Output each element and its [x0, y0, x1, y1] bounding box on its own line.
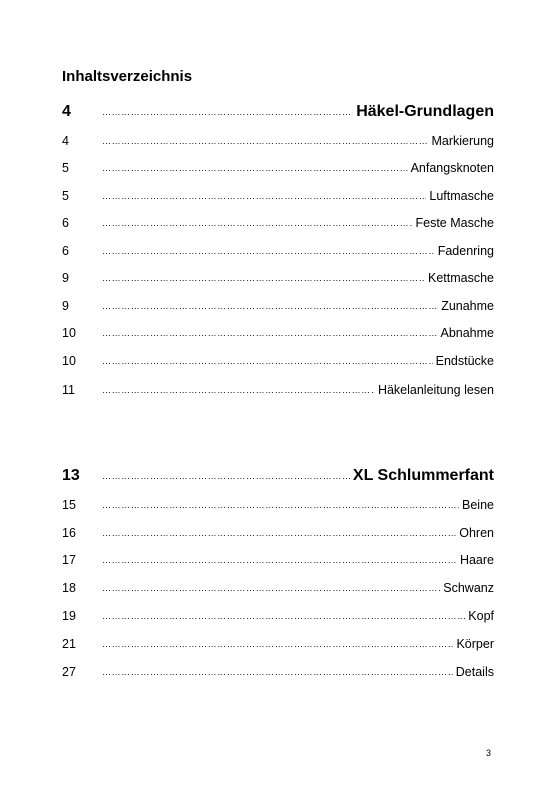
toc-page-number: 6 — [62, 244, 69, 258]
toc-page-number: 19 — [62, 609, 76, 623]
toc-entry-label: Haare — [459, 553, 494, 567]
toc-page-number: 10 — [62, 326, 76, 340]
toc-leader-dots — [102, 241, 435, 261]
toc-page-number: 4 — [62, 103, 71, 120]
toc-page-number: 15 — [62, 498, 76, 512]
toc-entry-label: Anfangsknoten — [410, 161, 494, 175]
toc-leader-dots — [102, 131, 428, 151]
toc-leader-dots — [102, 634, 453, 654]
toc-leader-dots — [102, 380, 375, 400]
toc-entry[interactable] — [62, 523, 494, 543]
toc-heading-label: XL Schlummerfant — [352, 467, 494, 484]
toc-entry[interactable] — [62, 550, 494, 570]
toc-section-heading-schlummerfant[interactable] — [62, 466, 494, 486]
toc-leader-dots — [102, 268, 425, 288]
toc-page-number: 9 — [62, 299, 69, 313]
toc-leader-dots — [102, 662, 453, 682]
toc-entry[interactable] — [62, 495, 494, 515]
toc-entry-label: Fadenring — [437, 244, 494, 258]
toc-leader-dots — [102, 606, 465, 626]
toc-entry-label: Kettmasche — [427, 271, 494, 285]
toc-entry[interactable] — [62, 296, 494, 316]
toc-entry[interactable] — [62, 213, 494, 233]
toc-entry-label: Häkelanleitung lesen — [377, 383, 494, 397]
toc-section-heading-grundlagen[interactable] — [62, 102, 494, 122]
toc-leader-dots — [102, 102, 353, 122]
toc-entry-label: Schwanz — [443, 581, 494, 595]
toc-leader-dots — [102, 351, 433, 371]
toc-leader-dots — [102, 323, 437, 343]
toc-entry[interactable] — [62, 323, 494, 343]
toc-leader-dots — [102, 213, 412, 233]
toc-entry[interactable] — [62, 131, 494, 151]
toc-entry-label: Endstücke — [435, 354, 494, 368]
toc-entry-label: Ohren — [459, 526, 494, 540]
page-number: 3 — [486, 748, 492, 758]
toc-page-number: 5 — [62, 161, 69, 175]
toc-leader-dots — [102, 523, 456, 543]
toc-page-number: 17 — [62, 553, 76, 567]
toc-leader-dots — [102, 550, 457, 570]
toc-entry[interactable] — [62, 268, 494, 288]
toc-entry[interactable] — [62, 606, 494, 626]
toc-leader-dots — [102, 158, 408, 178]
toc-entry-label: Markierung — [431, 134, 494, 148]
toc-leader-dots — [102, 578, 440, 598]
toc-leader-dots — [102, 296, 438, 316]
toc-page-number: 27 — [62, 665, 76, 679]
toc-page-number: 13 — [62, 467, 80, 484]
toc-page-number: 11 — [62, 383, 75, 397]
toc-entry-label: Abnahme — [440, 326, 494, 340]
toc-entry[interactable] — [62, 634, 494, 654]
toc-entry[interactable] — [62, 380, 494, 400]
toc-page-number: 18 — [62, 581, 76, 595]
toc-page-number: 5 — [62, 189, 69, 203]
toc-page-number: 16 — [62, 526, 76, 540]
toc-entry[interactable] — [62, 662, 494, 682]
toc-entry-label: Details — [455, 665, 494, 679]
toc-entry-label: Feste Masche — [415, 216, 494, 230]
toc-entry-label: Luftmasche — [429, 189, 494, 203]
toc-page-number: 10 — [62, 354, 76, 368]
toc-page-number: 9 — [62, 271, 69, 285]
toc-page-number: 6 — [62, 216, 69, 230]
toc-page-number: 21 — [62, 637, 76, 651]
page-title: Inhaltsverzeichnis — [62, 68, 193, 85]
toc-entry-label: Beine — [462, 498, 494, 512]
toc-entry-label: Körper — [456, 637, 494, 651]
toc-leader-dots — [102, 186, 426, 206]
toc-heading-label: Häkel-Grundlagen — [356, 103, 494, 120]
toc-entry[interactable] — [62, 158, 494, 178]
toc-entry[interactable] — [62, 351, 494, 371]
toc-entry-label: Kopf — [468, 609, 494, 623]
toc-leader-dots — [102, 466, 350, 486]
toc-entry[interactable] — [62, 186, 494, 206]
toc-entry[interactable] — [62, 241, 494, 261]
toc-leader-dots — [102, 495, 459, 515]
toc-entry[interactable] — [62, 578, 494, 598]
toc-entry-label: Zunahme — [441, 299, 494, 313]
toc-page-number: 4 — [62, 134, 69, 148]
